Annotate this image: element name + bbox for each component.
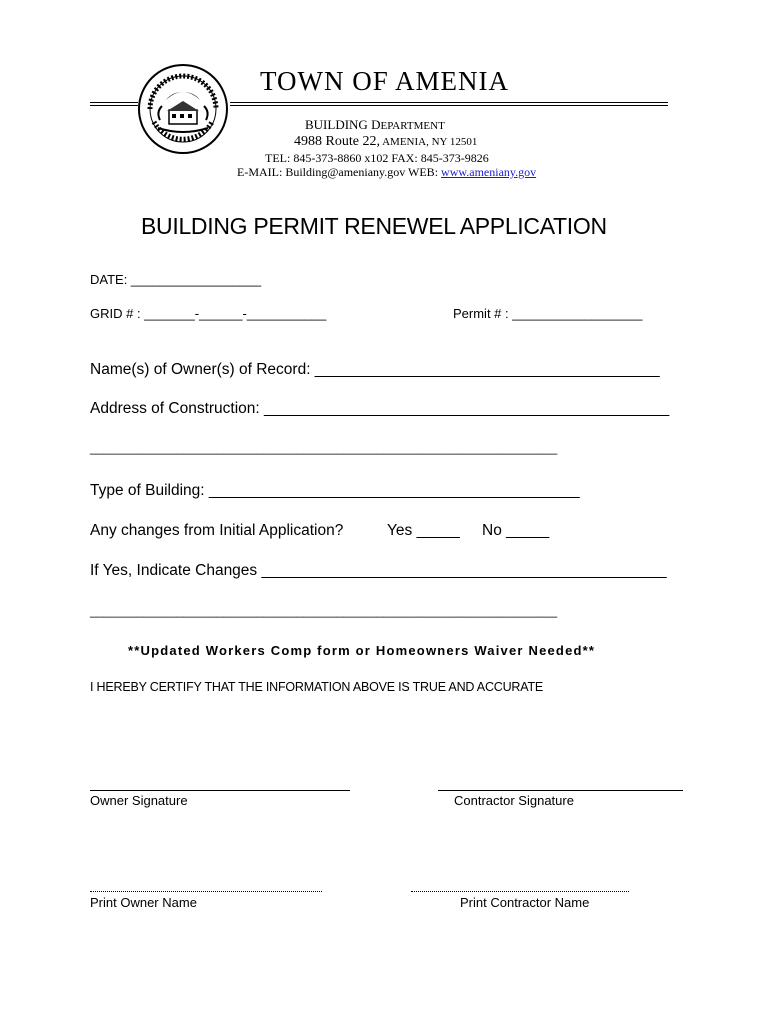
yes-option[interactable]: Yes _____ (387, 522, 460, 539)
certification-statement: I HEREBY CERTIFY THAT THE INFORMATION ABOVE IS TRUE AND ACCURATE (90, 680, 544, 694)
no-option[interactable]: No _____ (482, 522, 550, 539)
grid-field[interactable]: GRID # : _______-______-___________ (90, 306, 327, 321)
department-rest: EPARTMENT (380, 120, 445, 132)
contractor-signature-label: Contractor Signature (454, 793, 574, 808)
city-address: AMENIA, NY 12501 (379, 136, 478, 148)
changes-question: Any changes from Initial Application? (90, 522, 344, 539)
building-type-field[interactable]: Type of Building: ___________________________________________ (90, 482, 580, 499)
print-contractor-line[interactable] (411, 891, 629, 892)
owner-signature-label: Owner Signature (90, 793, 188, 808)
street-address: 4988 Route 22, (294, 134, 380, 149)
address-continuation-field[interactable]: ______________________________________________________________________ (90, 441, 558, 455)
permit-field[interactable]: Permit # : __________________ (453, 306, 643, 321)
address-field[interactable]: Address of Construction: _______________________________________________ (90, 400, 670, 417)
address-line (294, 134, 477, 150)
tel-fax-line: TEL: 845-373-8860 x102 FAX: 845-373-9826 (265, 151, 489, 165)
email-text: E-MAIL: Building@ameniany.gov WEB: (237, 165, 442, 179)
town-seal-icon (136, 62, 230, 156)
header-rule-left (90, 102, 138, 106)
date-field[interactable]: DATE: __________________ (90, 272, 262, 287)
print-owner-label: Print Owner Name (90, 895, 197, 910)
department-main: BUILDING D (305, 117, 381, 132)
department-line (305, 117, 445, 133)
form-title: BUILDING PERMIT RENEWEL APPLICATION (141, 213, 607, 239)
header-rule-right (230, 102, 668, 106)
website-link[interactable]: www.ameniany.gov (441, 165, 537, 179)
contractor-signature-line[interactable] (438, 790, 683, 791)
workers-comp-notice: **Updated Workers Comp form or Homeowners Waiver Needed** (128, 643, 596, 658)
town-title: TOWN OF AMENIA (260, 66, 509, 96)
owner-signature-line[interactable] (90, 790, 350, 791)
indicate-changes-field[interactable]: If Yes, Indicate Changes _______________________________________________ (90, 562, 667, 579)
print-contractor-label: Print Contractor Name (460, 895, 590, 910)
owners-field[interactable]: Name(s) of Owner(s) of Record: ________________________________________ (90, 361, 660, 378)
print-owner-line[interactable] (90, 891, 322, 892)
email-web-line (237, 165, 536, 180)
indicate-continuation-field[interactable]: ______________________________________________________________________ (90, 604, 558, 618)
